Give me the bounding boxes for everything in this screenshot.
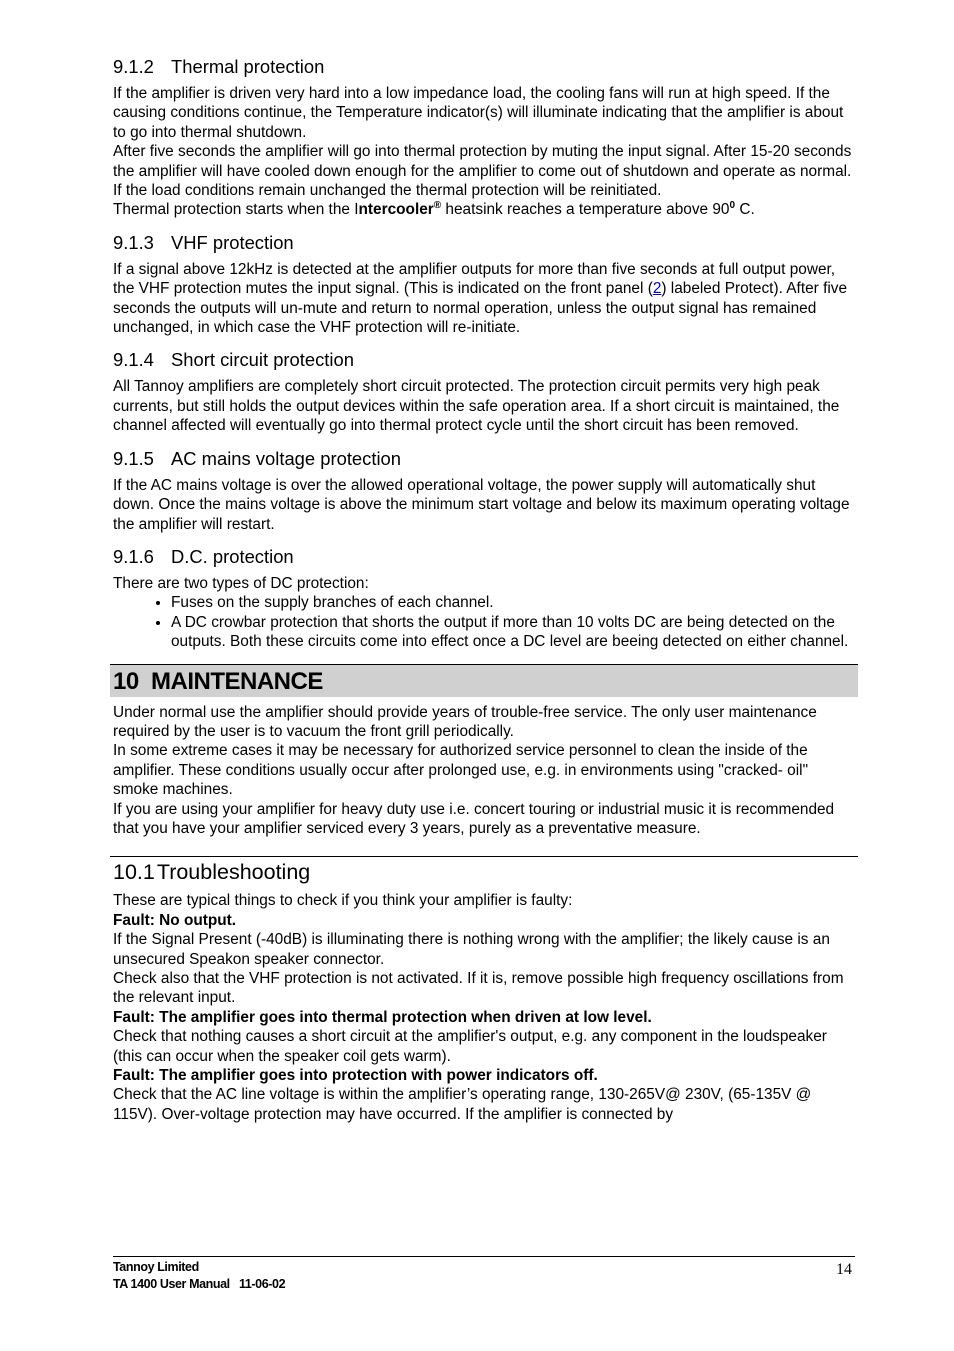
- paragraph: If the Signal Present (-40dB) is illuminating there is nothing wrong with the amplifier; the likely cause is an unsecured Speakon speaker connector.: [113, 931, 830, 968]
- paragraph: These are typical things to check if you think your amplifier is faulty:: [113, 892, 573, 910]
- text-run: ) labeled Protect). After five seconds the outputs will un-mute and return to normal operation, unless the output signal has remained unchanged, in which case the VHF protection will re-initiate.: [113, 280, 848, 337]
- footer-manual: TA 1400 User Manual 11-06-02: [113, 1277, 286, 1291]
- paragraph: In some extreme cases it may be necessary for authorized service personnel to clean the inside of the amplifier. These conditions usually occur after prolonged use, e.g. in environments using "cracked- oil" smoke machines.: [113, 742, 809, 799]
- section-title: AC mains voltage protection: [171, 447, 401, 469]
- degree-mark: 0: [729, 200, 736, 212]
- section-number: 9.1.4: [113, 349, 154, 371]
- paragraph: If you are using your amplifier for heavy duty use i.e. concert touring or industrial music it is recommended that you have your amplifier serviced every 3 years, purely as a preventative measure.: [113, 800, 835, 837]
- section-number: 9.1.6: [113, 545, 154, 567]
- section-title: Short circuit protection: [171, 349, 354, 371]
- subchapter-number: 10.1: [113, 860, 155, 885]
- section-title: VHF protection: [171, 231, 294, 253]
- bullet-list: [113, 593, 855, 651]
- paragraph: Under normal use the amplifier should provide years of trouble-free service. The only user maintenance required by the user is to vacuum the front grill periodically.: [113, 703, 817, 740]
- text-run: C.: [735, 201, 755, 219]
- footer-company: Tannoy Limited: [113, 1260, 199, 1274]
- text-run: If a signal above 12kHz is detected at the amplifier outputs for more than five seconds at full output power, the VHF protection mutes the input signal. (This is indicated on the front panel (: [113, 260, 836, 298]
- paragraph: All Tannoy amplifiers are completely short circuit protected. The protection circuit permits very high peak currents, but still holds the output devices within the safe operation area. If a short circuit is maintained, the channel affected will eventually go into thermal protect cycle until the short circuit has been removed.: [113, 378, 840, 435]
- subchapter-heading: [110, 856, 858, 885]
- text-run: Thermal protection starts when the I: [113, 201, 359, 219]
- registered-mark: ®: [433, 200, 442, 212]
- section-10-1: [113, 891, 855, 1124]
- paragraph: There are two types of DC protection:: [113, 574, 369, 592]
- fault-title: Fault: No output.: [113, 911, 237, 929]
- text-run: heatsink reaches a temperature above 90: [441, 201, 730, 219]
- section-title: Thermal protection: [171, 56, 325, 77]
- paragraph: Check that nothing causes a short circuit at the amplifier's output, e.g. any component in the loudspeaker (this can occur when the speaker coil gets warm).: [113, 1028, 827, 1065]
- paragraph: Check that the AC line voltage is within the amplifier’s operating range, 130-265V@ 230V, (65-135V @ 115V). Over-voltage protection may have occurred. If the amplifier is connected by: [113, 1086, 812, 1123]
- paragraph: Check also that the VHF protection is not activated. If it is, remove possible high frequency oscillations from the relevant input.: [113, 970, 844, 1007]
- section-9-1-5: [113, 448, 855, 534]
- paragraph: [113, 200, 855, 219]
- paragraph: After five seconds the amplifier will go into thermal protection by muting the input signal. After 15-20 seconds the amplifier will have cooled down enough for the amplifier to come out of shutdown and operate as normal. If the load conditions remain unchanged the thermal protection will be reinitiated.: [113, 143, 852, 200]
- section-9-1-4: [113, 349, 855, 435]
- chapter-number: 10: [113, 667, 139, 695]
- section-number: 9.1.3: [113, 231, 154, 253]
- page-number: 14: [836, 1261, 852, 1278]
- section-9-1-2: [113, 56, 855, 220]
- section-10: [113, 703, 855, 839]
- section-number: 9.1.2: [113, 56, 154, 77]
- section-heading: [113, 546, 855, 568]
- cross-reference-link[interactable]: 2: [652, 280, 662, 298]
- chapter-title: MAINTENANCE: [151, 667, 323, 695]
- fault-title: Fault: The amplifier goes into protection with power indicators off.: [113, 1067, 598, 1085]
- fault-title: Fault: The amplifier goes into thermal protection when driven at low level.: [113, 1008, 652, 1026]
- section-title: D.C. protection: [171, 545, 294, 567]
- section-heading: [113, 349, 855, 371]
- section-9-1-3: [113, 232, 855, 338]
- bullet-item: • A DC crowbar protection that shorts the output if more than 10 volts DC are being detected on the outputs. Both these circuits come into effect once a DC level are beeing detected on either channel.: [171, 613, 855, 652]
- paragraph: [113, 260, 855, 338]
- bullet-item: • Fuses on the supply branches of each channel.: [171, 593, 855, 612]
- section-9-1-6: [113, 546, 855, 652]
- section-heading: [113, 232, 855, 254]
- page-content: [113, 56, 855, 1124]
- page-footer: [113, 1256, 855, 1293]
- section-heading: [113, 448, 855, 470]
- paragraph: If the amplifier is driven very hard into a low impedance load, the cooling fans will run at high speed. If the causing conditions continue, the Temperature indicator(s) will illuminate indicating that the amplifier is about to go into thermal shutdown.: [113, 85, 844, 141]
- section-number: 9.1.5: [113, 447, 154, 469]
- section-heading: [113, 56, 855, 78]
- footer-info: [113, 1259, 855, 1293]
- chapter-heading: [110, 664, 858, 697]
- paragraph: If the AC mains voltage is over the allowed operational voltage, the power supply will automatically shut down. Once the mains voltage is above the minimum start voltage and below its maximum operating voltage the amplifier will restart.: [113, 476, 850, 533]
- subchapter-title: Troubleshooting: [156, 860, 311, 885]
- brand-name: ntercooler: [358, 201, 434, 219]
